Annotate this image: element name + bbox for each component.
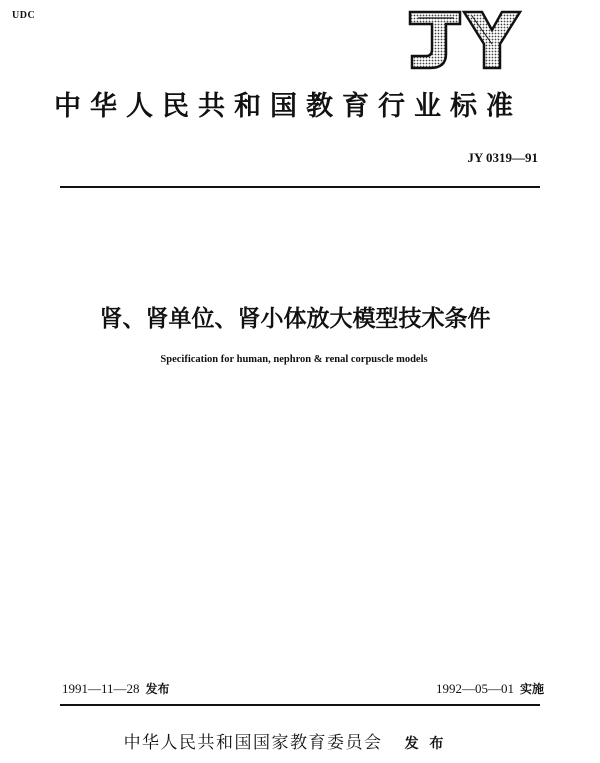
implement-label: 实施 (519, 682, 544, 696)
top-divider (60, 186, 540, 188)
jy-logo-icon (404, 8, 524, 72)
standard-title: 中华人民共和国教育行业标准 (54, 91, 522, 122)
document-title-en: Specification for human, nephron & renal corpuscle models (160, 354, 428, 365)
bottom-divider (60, 704, 540, 706)
document-title-cn: 肾、肾单位、肾小体放大模型技术条件 (99, 306, 491, 332)
issue-date-line (62, 680, 170, 697)
publisher-name: 中华人民共和国国家教育委员会 (123, 733, 383, 753)
udc-label: UDC (12, 10, 36, 21)
standard-code: JY 0319—91 (467, 150, 538, 165)
implement-date-line (400, 680, 544, 697)
implement-date: 1992—05—01 (435, 681, 514, 696)
issue-date: 1991—11—28 (62, 681, 140, 696)
publisher-label: 发 布 (404, 736, 447, 752)
issue-label: 发布 (145, 682, 170, 696)
publisher-line (0, 728, 600, 753)
